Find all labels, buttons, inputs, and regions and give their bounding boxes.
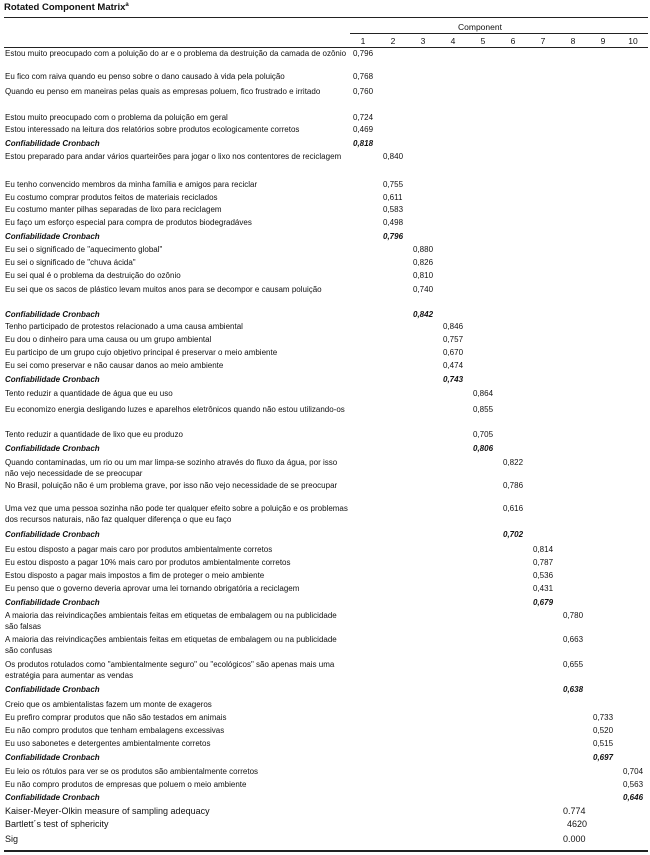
item-label: Eu sei como preservar e não causar danos ao meio ambiente (5, 361, 224, 370)
item-label: Tento reduzir a quantidade de lixo que eu produzo (5, 430, 183, 439)
item-label: Estou interessado na leitura dos relatórios sobre produtos ecologicamente corretos (5, 125, 300, 134)
loading-value: 0,724 (353, 113, 374, 122)
table-title-text: Rotated Component Matrix (4, 2, 126, 14)
loading-value: 0,840 (383, 152, 404, 161)
loading-value: 0,469 (353, 125, 374, 134)
cronbach-label: Confiabilidade Cronbach (5, 793, 100, 802)
cronbach-value: 0,638 (563, 685, 584, 694)
loading-value: 0,780 (563, 611, 584, 620)
loading-value: 0,520 (593, 726, 614, 735)
cronbach-label: Confiabilidade Cronbach (5, 753, 100, 762)
item-label: Eu estou disposto a pagar mais caro por produtos ambientalmente corretos (5, 545, 273, 554)
loading-value: 0,583 (383, 205, 404, 214)
item-label: Eu uso sabonetes e detergentes ambientalmente corretos (5, 739, 211, 748)
loading-value: 0,536 (533, 571, 554, 580)
loading-value: 0,740 (413, 285, 434, 294)
loading-value: 0,474 (443, 361, 464, 370)
bottom-rule (4, 850, 648, 852)
loading-value: 0,787 (533, 558, 554, 567)
column-header-2: 2 (390, 36, 396, 46)
item-label: Creio que os ambientalistas fazem um monte de exageros (5, 700, 212, 709)
item-label: No Brasil, poluição não é um problema grave, por isso não vejo necessidade de se preocupar (5, 481, 338, 490)
cronbach-value: 0,818 (353, 139, 374, 148)
loading-value: 0,663 (563, 635, 584, 644)
loading-value: 0,864 (473, 389, 494, 398)
column-header-3: 3 (420, 36, 426, 46)
statistic-label: Kaiser-Meyer-Olkin measure of sampling adequacy (5, 806, 210, 816)
table-title (4, 2, 129, 13)
item-label: Quando contaminadas, um rio ou um mar limpa-se sozinho através do fluxo da água, por isso não vejo necessidade de se preocupar (5, 458, 338, 478)
top-rule (4, 17, 648, 18)
loading-value: 0,810 (413, 271, 434, 280)
cronbach-value: 0,702 (503, 530, 524, 539)
cronbach-label: Confiabilidade Cronbach (5, 375, 100, 384)
loading-value: 0,796 (353, 49, 374, 58)
item-label: Eu sei qual é o problema da destruição do ozônio (5, 271, 181, 280)
cronbach-value: 0,697 (593, 753, 614, 762)
column-header-1: 1 (360, 36, 366, 46)
item-label: Eu economizo energia desligando luzes e aparelhos eletrônicos quando não estou utilizando-os (5, 405, 345, 414)
item-label: Eu estou disposto a pagar 10% mais caro por produtos ambientalmente corretos (5, 558, 291, 567)
item-label: Eu sei que os sacos de plástico levam muitos anos para se decompor e causam poluição (5, 285, 322, 294)
item-label: Quando eu penso em maneiras pelas quais as empresas poluem, fico frustrado e irritado (5, 87, 321, 96)
loading-value: 0,846 (443, 322, 464, 331)
loading-value: 0,814 (533, 545, 554, 554)
loading-value: 0,704 (623, 767, 644, 776)
cronbach-value: 0,679 (533, 598, 554, 607)
cronbach-value: 0,743 (443, 375, 464, 384)
component-underline (350, 33, 648, 34)
statistic-value: 0.774 (563, 806, 586, 816)
loading-value: 0,855 (473, 405, 494, 414)
item-label: Estou muito preocupado com a poluição do ar e o problema da destruição da camada de ozônio (5, 49, 347, 58)
cronbach-label: Confiabilidade Cronbach (5, 139, 100, 148)
cronbach-value: 0,796 (383, 232, 404, 241)
column-header-10: 10 (628, 36, 638, 46)
column-header-8: 8 (570, 36, 576, 46)
loading-value: 0,786 (503, 481, 524, 490)
loading-value: 0,755 (383, 180, 404, 189)
statistic-value: 0.000 (563, 834, 586, 844)
column-header-4: 4 (450, 36, 456, 46)
item-label: Tenho participado de protestos relacionado a uma causa ambiental (5, 322, 243, 331)
statistic-label: Sig (5, 834, 19, 844)
cronbach-label: Confiabilidade Cronbach (5, 310, 100, 319)
loading-value: 0,611 (383, 193, 403, 202)
item-label: Tento reduzir a quantidade de água que eu uso (5, 389, 173, 398)
loading-value: 0,880 (413, 245, 434, 254)
item-label: Eu fico com raiva quando eu penso sobre o dano causado à vida pela poluição (5, 72, 285, 81)
table-title-footnote-mark: a (125, 2, 129, 8)
item-label: Eu prefiro comprar produtos que não são testados em animais (5, 713, 227, 722)
cronbach-label: Confiabilidade Cronbach (5, 685, 100, 694)
item-label: Estou disposto a pagar mais impostos a fim de proteger o meio ambiente (5, 571, 265, 580)
item-label: Estou preparado para andar vários quarteirões para jogar o lixo nos contentores de reciclagem (5, 152, 342, 161)
item-label: Estou muito preocupado com o problema da poluição em geral (5, 113, 228, 122)
loading-value: 0,760 (353, 87, 374, 96)
cronbach-value: 0,842 (413, 310, 434, 319)
item-label: Os produtos rotulados como "ambientalmente seguro" ou "ecológicos" são apenas mais uma estratégia para aumentar as vendas (5, 660, 335, 680)
item-label: Eu penso que o governo deveria aprovar uma lei tornando obrigatória a reciclagem (5, 584, 300, 593)
item-label: Eu tenho convencido membros da minha família e amigos para reciclar (5, 180, 258, 189)
item-label: Eu não compro produtos que tenham embalagens excessivas (5, 726, 225, 735)
loading-value: 0,655 (563, 660, 584, 669)
item-label: A maioria das reivindicações ambientais feitas em etiquetas de embalagem ou na publicidade são confusas (5, 635, 337, 655)
item-label: Eu faço um esforço especial para compra de produtos biodegradáves (5, 218, 252, 227)
item-label: Eu dou o dinheiro para uma causa ou um grupo ambiental (5, 335, 212, 344)
item-label: Eu costumo comprar produtos feitos de materiais reciclados (5, 193, 218, 202)
cronbach-label: Confiabilidade Cronbach (5, 232, 100, 241)
statistic-label: Bartlett´s test of sphericity (5, 819, 109, 829)
loading-value: 0,515 (593, 739, 614, 748)
column-header-5: 5 (480, 36, 486, 46)
loading-value: 0,670 (443, 348, 464, 357)
loading-value: 0,431 (533, 584, 554, 593)
loading-value: 0,563 (623, 780, 644, 789)
cronbach-label: Confiabilidade Cronbach (5, 444, 100, 453)
loading-value: 0,498 (383, 218, 404, 227)
loading-value: 0,822 (503, 458, 524, 467)
item-label: Eu sei o significado de "chuva ácida" (5, 258, 136, 267)
item-label: Eu participo de um grupo cujo objetivo principal é preservar o meio ambiente (5, 348, 278, 357)
column-header-7: 7 (540, 36, 546, 46)
cronbach-value: 0,806 (473, 444, 494, 453)
cronbach-label: Confiabilidade Cronbach (5, 598, 100, 607)
statistic-value: 4620 (567, 819, 588, 829)
cronbach-value: 0,646 (623, 793, 644, 802)
loading-value: 0,616 (503, 504, 524, 513)
loading-value: 0,768 (353, 72, 374, 81)
loading-value: 0,757 (443, 335, 464, 344)
column-header-6: 6 (510, 36, 516, 46)
item-label: Uma vez que uma pessoa sozinha não pode ter qualquer efeito sobre a poluição e os problemas dos recursos naturais, não faz qualquer diferença o que eu faço (5, 504, 348, 524)
item-label: Eu sei o significado de "aquecimento global" (5, 245, 163, 254)
cronbach-label: Confiabilidade Cronbach (5, 530, 100, 539)
item-label: Eu não compro produtos de empresas que poluem o meio ambiente (5, 780, 247, 789)
loading-value: 0,733 (593, 713, 614, 722)
column-header-9: 9 (600, 36, 606, 46)
item-label: A maioria das reivindicações ambientais feitas em etiquetas de embalagem ou na publicidade são falsas (5, 611, 337, 631)
item-label: Eu costumo manter pilhas separadas de lixo para reciclagem (5, 205, 222, 214)
component-header: Component (458, 22, 502, 32)
item-label: Eu leio os rótulos para ver se os produtos são ambientalmente corretos (5, 767, 259, 776)
loading-value: 0,705 (473, 430, 494, 439)
loading-value: 0,826 (413, 258, 434, 267)
